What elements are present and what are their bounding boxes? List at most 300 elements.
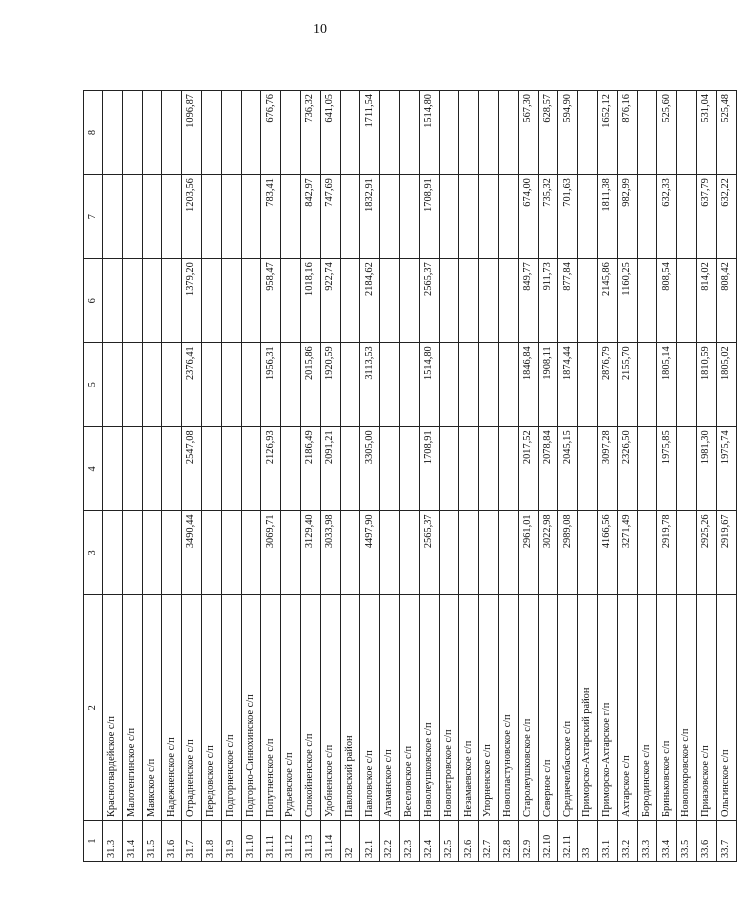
value-cell bbox=[103, 427, 123, 511]
table-row bbox=[399, 91, 419, 862]
value-cell bbox=[578, 511, 598, 595]
row-code-cell: 31.7 bbox=[182, 821, 202, 862]
value-cell bbox=[459, 259, 479, 343]
value-cell bbox=[498, 259, 518, 343]
row-name-cell: Ольгинское с/п bbox=[716, 595, 736, 821]
value-cell: 701,63 bbox=[558, 175, 578, 259]
row-name-cell: Северное с/п bbox=[538, 595, 558, 821]
table-row bbox=[419, 91, 439, 862]
value-cell: 1908,11 bbox=[538, 343, 558, 427]
value-cell bbox=[479, 175, 499, 259]
value-cell bbox=[221, 427, 241, 511]
value-cell: 3113,53 bbox=[360, 343, 380, 427]
row-code-cell: 31.3 bbox=[103, 821, 123, 862]
value-cell bbox=[122, 175, 142, 259]
row-code-cell: 32.1 bbox=[360, 821, 380, 862]
value-cell bbox=[241, 343, 261, 427]
row-code-cell: 32.11 bbox=[558, 821, 578, 862]
value-cell bbox=[498, 511, 518, 595]
value-cell bbox=[221, 259, 241, 343]
value-cell: 2017,52 bbox=[518, 427, 538, 511]
value-cell: 3490,44 bbox=[182, 511, 202, 595]
value-cell bbox=[677, 259, 697, 343]
row-name-cell: Новопетровское с/п bbox=[439, 595, 459, 821]
value-cell bbox=[399, 91, 419, 175]
value-cell: 531,04 bbox=[696, 91, 716, 175]
row-name-cell: Павловское с/п bbox=[360, 595, 380, 821]
row-code-cell: 31.14 bbox=[320, 821, 340, 862]
value-cell: 2091,21 bbox=[320, 427, 340, 511]
value-cell: 632,33 bbox=[657, 175, 677, 259]
table-row bbox=[320, 91, 340, 862]
value-cell: 3097,28 bbox=[597, 427, 617, 511]
row-code-cell: 32.2 bbox=[380, 821, 400, 862]
value-cell bbox=[459, 91, 479, 175]
value-cell bbox=[677, 427, 697, 511]
value-cell bbox=[281, 427, 301, 511]
value-cell: 676,76 bbox=[261, 91, 281, 175]
row-name-cell: Удобненское с/п bbox=[320, 595, 340, 821]
value-cell bbox=[340, 175, 360, 259]
value-cell bbox=[459, 175, 479, 259]
value-cell bbox=[142, 343, 162, 427]
value-cell bbox=[380, 343, 400, 427]
value-cell bbox=[677, 175, 697, 259]
value-cell bbox=[380, 427, 400, 511]
value-cell: 1810,59 bbox=[696, 343, 716, 427]
value-cell bbox=[380, 175, 400, 259]
page-number: 10 bbox=[313, 22, 327, 37]
row-code-cell: 31.5 bbox=[142, 821, 162, 862]
value-cell bbox=[578, 91, 598, 175]
value-cell bbox=[201, 91, 221, 175]
value-cell bbox=[677, 91, 697, 175]
value-cell: 2919,78 bbox=[657, 511, 677, 595]
value-cell bbox=[498, 427, 518, 511]
header-cell: 1 bbox=[84, 821, 103, 862]
value-cell: 1652,12 bbox=[597, 91, 617, 175]
value-cell: 2186,49 bbox=[300, 427, 320, 511]
row-code-cell: 31.4 bbox=[122, 821, 142, 862]
value-cell: 2184,62 bbox=[360, 259, 380, 343]
value-cell: 2326,50 bbox=[617, 427, 637, 511]
row-name-cell: Незамаевское с/п bbox=[459, 595, 479, 821]
value-cell: 1514,80 bbox=[419, 343, 439, 427]
table-row bbox=[439, 91, 459, 862]
value-cell bbox=[340, 259, 360, 343]
value-cell: 2078,84 bbox=[538, 427, 558, 511]
table-row bbox=[103, 91, 123, 862]
row-code-cell: 32.3 bbox=[399, 821, 419, 862]
value-cell bbox=[142, 511, 162, 595]
value-cell bbox=[122, 511, 142, 595]
value-cell bbox=[221, 511, 241, 595]
value-cell bbox=[122, 259, 142, 343]
value-cell: 525,60 bbox=[657, 91, 677, 175]
value-cell bbox=[340, 91, 360, 175]
value-cell bbox=[677, 343, 697, 427]
table-row bbox=[558, 91, 578, 862]
value-cell: 1805,02 bbox=[716, 343, 736, 427]
table-row bbox=[261, 91, 281, 862]
value-cell: 982,99 bbox=[617, 175, 637, 259]
value-cell bbox=[103, 259, 123, 343]
value-cell bbox=[439, 511, 459, 595]
value-cell bbox=[637, 259, 657, 343]
value-cell bbox=[201, 511, 221, 595]
value-cell bbox=[162, 427, 182, 511]
value-cell: 637,79 bbox=[696, 175, 716, 259]
row-name-cell: Попутненское с/п bbox=[261, 595, 281, 821]
row-code-cell: 32 bbox=[340, 821, 360, 862]
value-cell: 632,22 bbox=[716, 175, 736, 259]
row-name-cell: Красногвардейское с/п bbox=[103, 595, 123, 821]
table-row bbox=[162, 91, 182, 862]
value-cell: 628,57 bbox=[538, 91, 558, 175]
value-cell: 641,05 bbox=[320, 91, 340, 175]
value-cell bbox=[578, 259, 598, 343]
table-row bbox=[597, 91, 617, 862]
value-cell bbox=[103, 175, 123, 259]
value-cell: 2145,86 bbox=[597, 259, 617, 343]
value-cell bbox=[439, 343, 459, 427]
value-cell bbox=[479, 427, 499, 511]
value-cell bbox=[399, 259, 419, 343]
row-name-cell: Новопластуновское с/п bbox=[498, 595, 518, 821]
table-row bbox=[498, 91, 518, 862]
value-cell bbox=[578, 427, 598, 511]
value-cell bbox=[459, 427, 479, 511]
header-row bbox=[84, 91, 103, 862]
row-name-cell: Старолеушковское с/п bbox=[518, 595, 538, 821]
header-cell: 3 bbox=[84, 511, 103, 595]
value-cell bbox=[281, 511, 301, 595]
value-cell bbox=[677, 511, 697, 595]
table-row bbox=[142, 91, 162, 862]
value-cell: 876,16 bbox=[617, 91, 637, 175]
value-cell: 783,41 bbox=[261, 175, 281, 259]
value-cell bbox=[201, 343, 221, 427]
value-cell bbox=[340, 427, 360, 511]
row-name-cell: Бородинское с/п bbox=[637, 595, 657, 821]
value-cell bbox=[281, 175, 301, 259]
value-cell: 2155,70 bbox=[617, 343, 637, 427]
value-cell bbox=[162, 91, 182, 175]
table-row bbox=[538, 91, 558, 862]
row-code-cell: 31.11 bbox=[261, 821, 281, 862]
value-cell bbox=[439, 259, 459, 343]
value-cell: 4166,56 bbox=[597, 511, 617, 595]
header-cell: 5 bbox=[84, 343, 103, 427]
value-cell: 808,54 bbox=[657, 259, 677, 343]
value-cell bbox=[637, 343, 657, 427]
row-name-cell: Рудьевское с/п bbox=[281, 595, 301, 821]
row-code-cell: 33.3 bbox=[637, 821, 657, 862]
value-cell bbox=[103, 343, 123, 427]
value-cell bbox=[498, 343, 518, 427]
value-cell: 3305,00 bbox=[360, 427, 380, 511]
value-cell: 2376,41 bbox=[182, 343, 202, 427]
row-code-cell: 31.13 bbox=[300, 821, 320, 862]
value-cell bbox=[399, 511, 419, 595]
value-cell: 736,32 bbox=[300, 91, 320, 175]
value-cell bbox=[479, 511, 499, 595]
row-name-cell: Среднечелбасское с/п bbox=[558, 595, 578, 821]
header-cell: 4 bbox=[84, 427, 103, 511]
value-cell bbox=[637, 427, 657, 511]
value-cell bbox=[399, 343, 419, 427]
value-cell bbox=[578, 343, 598, 427]
row-name-cell: Упорненское с/п bbox=[479, 595, 499, 821]
row-code-cell: 33 bbox=[578, 821, 598, 862]
tariff-table bbox=[83, 90, 737, 862]
value-cell: 2045,15 bbox=[558, 427, 578, 511]
table-row bbox=[380, 91, 400, 862]
value-cell: 2961,01 bbox=[518, 511, 538, 595]
value-cell: 814,02 bbox=[696, 259, 716, 343]
value-cell: 1811,38 bbox=[597, 175, 617, 259]
value-cell: 2547,08 bbox=[182, 427, 202, 511]
row-name-cell: Передовское с/п bbox=[201, 595, 221, 821]
value-cell bbox=[399, 427, 419, 511]
row-name-cell: Ахтарское с/п bbox=[617, 595, 637, 821]
value-cell bbox=[221, 175, 241, 259]
row-code-cell: 32.8 bbox=[498, 821, 518, 862]
value-cell: 1975,85 bbox=[657, 427, 677, 511]
table-row bbox=[221, 91, 241, 862]
value-cell bbox=[439, 175, 459, 259]
table-row bbox=[340, 91, 360, 862]
table-body bbox=[84, 91, 737, 862]
value-cell: 1018,16 bbox=[300, 259, 320, 343]
value-cell: 3033,98 bbox=[320, 511, 340, 595]
value-cell: 3129,40 bbox=[300, 511, 320, 595]
value-cell: 1874,44 bbox=[558, 343, 578, 427]
value-cell bbox=[281, 343, 301, 427]
value-cell bbox=[479, 343, 499, 427]
table-row bbox=[716, 91, 736, 862]
value-cell: 3271,49 bbox=[617, 511, 637, 595]
value-cell: 735,32 bbox=[538, 175, 558, 259]
value-cell bbox=[637, 511, 657, 595]
value-cell bbox=[498, 91, 518, 175]
value-cell bbox=[439, 427, 459, 511]
row-name-cell: Приморско-Ахтарское г/п bbox=[597, 595, 617, 821]
value-cell: 2565,37 bbox=[419, 259, 439, 343]
table-row bbox=[578, 91, 598, 862]
value-cell bbox=[221, 343, 241, 427]
row-code-cell: 33.7 bbox=[716, 821, 736, 862]
row-name-cell: Бриньковское с/п bbox=[657, 595, 677, 821]
value-cell bbox=[142, 91, 162, 175]
value-cell bbox=[281, 91, 301, 175]
table-row bbox=[201, 91, 221, 862]
table-row bbox=[241, 91, 261, 862]
value-cell: 1711,54 bbox=[360, 91, 380, 175]
row-code-cell: 33.6 bbox=[696, 821, 716, 862]
row-code-cell: 33.5 bbox=[677, 821, 697, 862]
header-cell: 2 bbox=[84, 595, 103, 821]
value-cell bbox=[142, 259, 162, 343]
row-name-cell: Маякское с/п bbox=[142, 595, 162, 821]
row-code-cell: 32.6 bbox=[459, 821, 479, 862]
value-cell bbox=[142, 427, 162, 511]
value-cell bbox=[340, 343, 360, 427]
value-cell bbox=[479, 91, 499, 175]
value-cell bbox=[221, 91, 241, 175]
row-name-cell: Павловский район bbox=[340, 595, 360, 821]
value-cell: 877,84 bbox=[558, 259, 578, 343]
value-cell: 2126,93 bbox=[261, 427, 281, 511]
table-row bbox=[281, 91, 301, 862]
value-cell: 1514,80 bbox=[419, 91, 439, 175]
row-code-cell: 31.6 bbox=[162, 821, 182, 862]
table-row bbox=[617, 91, 637, 862]
value-cell: 2919,67 bbox=[716, 511, 736, 595]
table-row bbox=[696, 91, 716, 862]
value-cell: 525,48 bbox=[716, 91, 736, 175]
header-cell: 6 bbox=[84, 259, 103, 343]
value-cell: 1708,91 bbox=[419, 175, 439, 259]
value-cell bbox=[380, 511, 400, 595]
value-cell: 567,30 bbox=[518, 91, 538, 175]
row-code-cell: 32.4 bbox=[419, 821, 439, 862]
table-row bbox=[300, 91, 320, 862]
value-cell: 4497,90 bbox=[360, 511, 380, 595]
value-cell bbox=[103, 91, 123, 175]
table-row bbox=[518, 91, 538, 862]
value-cell: 1203,56 bbox=[182, 175, 202, 259]
value-cell: 808,42 bbox=[716, 259, 736, 343]
value-cell: 3022,98 bbox=[538, 511, 558, 595]
value-cell: 1708,91 bbox=[419, 427, 439, 511]
row-code-cell: 32.10 bbox=[538, 821, 558, 862]
value-cell bbox=[122, 91, 142, 175]
value-cell: 2925,26 bbox=[696, 511, 716, 595]
row-name-cell: Приморско-Ахтарский район bbox=[578, 595, 598, 821]
value-cell bbox=[479, 259, 499, 343]
value-cell: 1096,87 bbox=[182, 91, 202, 175]
value-cell: 2565,37 bbox=[419, 511, 439, 595]
row-name-cell: Надежненское с/п bbox=[162, 595, 182, 821]
value-cell bbox=[201, 259, 221, 343]
row-code-cell: 31.10 bbox=[241, 821, 261, 862]
table-row bbox=[182, 91, 202, 862]
value-cell bbox=[380, 259, 400, 343]
value-cell bbox=[241, 511, 261, 595]
value-cell bbox=[281, 259, 301, 343]
value-cell bbox=[103, 511, 123, 595]
value-cell: 922,74 bbox=[320, 259, 340, 343]
value-cell: 2876,79 bbox=[597, 343, 617, 427]
row-code-cell: 32.9 bbox=[518, 821, 538, 862]
value-cell bbox=[162, 259, 182, 343]
value-cell bbox=[439, 91, 459, 175]
value-cell bbox=[162, 511, 182, 595]
value-cell bbox=[142, 175, 162, 259]
table-row bbox=[459, 91, 479, 862]
value-cell bbox=[498, 175, 518, 259]
value-cell: 1956,31 bbox=[261, 343, 281, 427]
row-name-cell: Новолеушковское с/п bbox=[419, 595, 439, 821]
value-cell bbox=[241, 259, 261, 343]
row-code-cell: 33.4 bbox=[657, 821, 677, 862]
value-cell: 2989,08 bbox=[558, 511, 578, 595]
row-code-cell: 31.12 bbox=[281, 821, 301, 862]
value-cell bbox=[201, 427, 221, 511]
value-cell: 1975,74 bbox=[716, 427, 736, 511]
value-cell: 1805,14 bbox=[657, 343, 677, 427]
value-cell bbox=[241, 175, 261, 259]
value-cell: 1846,84 bbox=[518, 343, 538, 427]
value-cell: 747,69 bbox=[320, 175, 340, 259]
row-name-cell: Новопокровское с/п bbox=[677, 595, 697, 821]
header-cell: 7 bbox=[84, 175, 103, 259]
row-code-cell: 31.9 bbox=[221, 821, 241, 862]
row-code-cell: 32.7 bbox=[479, 821, 499, 862]
value-cell: 1832,91 bbox=[360, 175, 380, 259]
value-cell bbox=[162, 343, 182, 427]
table-row bbox=[637, 91, 657, 862]
row-name-cell: Малотенгинское с/п bbox=[122, 595, 142, 821]
row-code-cell: 32.5 bbox=[439, 821, 459, 862]
value-cell bbox=[637, 175, 657, 259]
table-row bbox=[657, 91, 677, 862]
value-cell: 1379,20 bbox=[182, 259, 202, 343]
value-cell: 958,47 bbox=[261, 259, 281, 343]
table-row bbox=[677, 91, 697, 862]
row-name-cell: Отрадненское с/п bbox=[182, 595, 202, 821]
value-cell bbox=[399, 175, 419, 259]
value-cell: 1981,30 bbox=[696, 427, 716, 511]
value-cell bbox=[637, 91, 657, 175]
header-cell: 8 bbox=[84, 91, 103, 175]
value-cell bbox=[241, 91, 261, 175]
table-row bbox=[360, 91, 380, 862]
value-cell: 594,90 bbox=[558, 91, 578, 175]
value-cell bbox=[122, 427, 142, 511]
value-cell bbox=[201, 175, 221, 259]
row-name-cell: Веселовское с/п bbox=[399, 595, 419, 821]
value-cell: 2015,86 bbox=[300, 343, 320, 427]
value-cell bbox=[459, 343, 479, 427]
row-name-cell: Подгорно-Синюхинское с/п bbox=[241, 595, 261, 821]
value-cell bbox=[241, 427, 261, 511]
row-name-cell: Подгорненское с/п bbox=[221, 595, 241, 821]
value-cell bbox=[162, 175, 182, 259]
table-row bbox=[122, 91, 142, 862]
rotated-table-wrapper bbox=[83, 90, 737, 862]
value-cell: 674,00 bbox=[518, 175, 538, 259]
value-cell bbox=[122, 343, 142, 427]
row-name-cell: Приазовское с/п bbox=[696, 595, 716, 821]
row-name-cell: Атаманское с/п bbox=[380, 595, 400, 821]
value-cell bbox=[380, 91, 400, 175]
value-cell: 911,73 bbox=[538, 259, 558, 343]
row-code-cell: 33.2 bbox=[617, 821, 637, 862]
value-cell: 3069,71 bbox=[261, 511, 281, 595]
value-cell: 849,77 bbox=[518, 259, 538, 343]
row-name-cell: Спокойненское с/п bbox=[300, 595, 320, 821]
row-code-cell: 33.1 bbox=[597, 821, 617, 862]
value-cell: 1160,25 bbox=[617, 259, 637, 343]
value-cell: 842,97 bbox=[300, 175, 320, 259]
value-cell bbox=[340, 511, 360, 595]
row-code-cell: 31.8 bbox=[201, 821, 221, 862]
value-cell bbox=[459, 511, 479, 595]
table-row bbox=[479, 91, 499, 862]
value-cell: 1920,59 bbox=[320, 343, 340, 427]
